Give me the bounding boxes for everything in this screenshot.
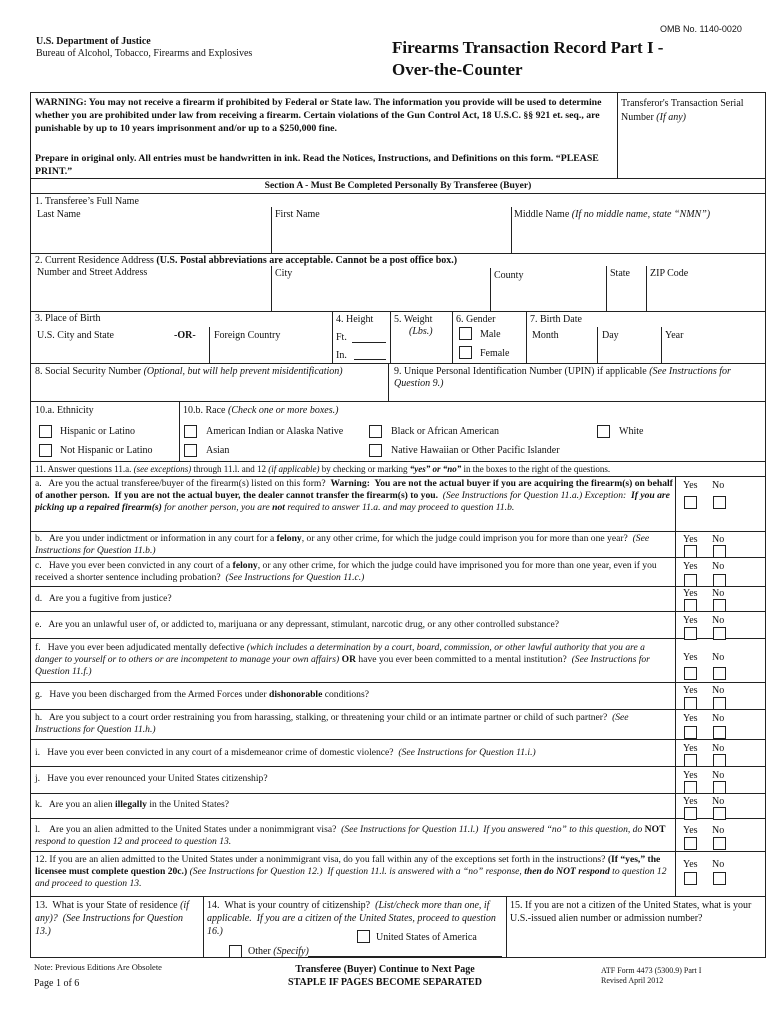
q10b-label: 10.b. Race (Check one or more boxes.): [183, 405, 339, 416]
no-label-11b: No: [712, 534, 725, 545]
zip-label: ZIP Code: [650, 268, 689, 279]
no-checkbox-11l[interactable]: [713, 837, 726, 850]
no-checkbox-11f[interactable]: [713, 667, 726, 680]
yes-label-11d: Yes: [683, 588, 698, 599]
question-11f: f. Have you ever been adjudicated mentally defective (which includes a determination by a court, board, commission, or other lawful authority that you are a danger to yourself or to others or are incompetent to manage your own affairs) OR have you ever been committed to a mental institution? (See Instructions for Question 11.f.): [35, 642, 650, 677]
question-11g: g. Have you been discharged from the Armed Forces under dishonorable conditions?: [35, 689, 369, 700]
question-11i: i. Have you ever been convicted in any court of a misdemeanor crime of domestic violence? (See Instructions for Question 11.i.): [35, 747, 536, 758]
no-label-11j: No: [712, 770, 725, 781]
question-11e: e. Are you an unlawful user of, or addicted to, marijuana or any depressant, stimulant, narcotic drug, or any other controlled substance?: [35, 619, 560, 630]
no-checkbox-11e[interactable]: [713, 627, 726, 640]
revision-date: Revised April 2012: [601, 976, 664, 985]
in-field[interactable]: [354, 359, 386, 360]
no-label-11l: No: [712, 825, 725, 836]
american-indian-checkbox[interactable]: [184, 425, 197, 438]
q11-intro: 11. Answer questions 11.a. (see exceptions) through 11.l. and 12 (if applicable) by checking or marking “yes” or “no” in the boxes to the right of the questions.: [35, 464, 611, 474]
question-12: 12. If you are an alien admitted to the United States under a nonimmigrant visa, do you fall within any of the exceptions set forth in the instructions? (If “yes,” the licensee must complete question 20c.) (See Instructions for Question 12.) If question 11.l. is answered with a “no” response, then do NOT respond to question 12 and proceed to question 13.: [35, 854, 667, 889]
weight-unit: (Lbs.): [409, 326, 433, 337]
year-field[interactable]: [664, 342, 762, 362]
yes-checkbox-11g[interactable]: [684, 697, 697, 710]
yes-checkbox-11c[interactable]: [684, 574, 697, 587]
no-label-11h: No: [712, 713, 725, 724]
question-11d: d. Are you a fugitive from justice?: [35, 593, 172, 604]
staple-note: STAPLE IF PAGES BECOME SEPARATED: [288, 977, 482, 988]
black-checkbox[interactable]: [369, 425, 382, 438]
form-subtitle: Over-the-Counter: [392, 60, 523, 79]
yes-label-11k: Yes: [683, 796, 698, 807]
yes-label-11h: Yes: [683, 713, 698, 724]
q4-label: 4. Height: [336, 314, 374, 325]
year-label: Year: [665, 330, 684, 341]
other-country-label: Other (Specify): [248, 946, 309, 957]
zip-field[interactable]: [648, 282, 762, 310]
yes-label-11i: Yes: [683, 743, 698, 754]
yes-checkbox-11e[interactable]: [684, 627, 697, 640]
q14-label: 14. What is your country of citizenship? (List/check more than one, if applicable. If you are a citizen of the United States, proceed to question 16.): [207, 900, 496, 937]
no-label-11i: No: [712, 743, 725, 754]
yes-checkbox-11f[interactable]: [684, 667, 697, 680]
q10a-label: 10.a. Ethnicity: [35, 405, 94, 416]
yes-checkbox-12[interactable]: [684, 872, 697, 885]
no-label-11c: No: [712, 561, 725, 572]
no-label-11g: No: [712, 685, 725, 696]
yes-label-12: Yes: [683, 859, 698, 870]
q5-label: 5. Weight: [394, 314, 433, 325]
no-checkbox-11k[interactable]: [713, 807, 726, 820]
middle-name-field[interactable]: [514, 222, 762, 252]
yes-checkbox-11b[interactable]: [684, 545, 697, 558]
q1-label: 1. Transferee’s Full Name: [35, 196, 139, 207]
female-checkbox[interactable]: [459, 346, 472, 359]
q2-label: 2. Current Residence Address (U.S. Postal abbreviations are acceptable. Cannot be a post office box.): [35, 255, 458, 266]
question-11a: a. Are you the actual transferee/buyer of the firearm(s) listed on this form? Warning: You are not the actual buyer if you are acquiring the firearm(s) on behalf of another person. If you are not the actual buyer, the dealer cannot transfer the firearm(s) to you. (See Instructions for Question 11.a.) Exception: If you are picking up a repaired firearm(s) for another person, you are not required to answer 11.a. and may proceed to question 11.b.: [35, 478, 673, 513]
bureau-name: Bureau of Alcohol, Tobacco, Firearms and Explosives: [36, 48, 253, 59]
female-label: Female: [480, 348, 510, 359]
or-label: -OR-: [174, 330, 196, 341]
yes-label-11e: Yes: [683, 615, 698, 626]
question-11h: h. Are you subject to a court order restraining you from harassing, stalking, or threatening your child or an intimate partner or child of such partner? (See Instructions for Question 11.h.): [35, 712, 629, 735]
other-country-checkbox[interactable]: [229, 945, 242, 958]
warning-text: WARNING: You may not receive a firearm if prohibited by Federal or State law. The information you provide will be used to determine whether you are prohibited under law from receiving a firearm. Certain violations of the Gun Control Act, 18 U.S.C. §§ 921 et. seq., are punishable by up to 10 years imprisonment and/or up to a $250,000 fine.: [35, 97, 602, 134]
white-checkbox[interactable]: [597, 425, 610, 438]
agency-name: U.S. Department of Justice: [36, 36, 151, 47]
first-name-label: First Name: [275, 209, 320, 220]
us-city-state-label: U.S. City and State: [37, 330, 114, 341]
question-11k: k. Are you an alien illegally in the United States?: [35, 799, 229, 810]
state-field[interactable]: [608, 282, 644, 310]
no-checkbox-11i[interactable]: [713, 754, 726, 767]
county-label: County: [494, 270, 524, 281]
no-label-11d: No: [712, 588, 725, 599]
white-label: White: [619, 426, 644, 437]
serial-label: Transferor's Transaction Serial Number: [621, 98, 744, 123]
serial-number-field[interactable]: [621, 97, 763, 125]
middle-name-label: Middle Name (If no middle name, state “NMN”): [514, 209, 711, 220]
q6-label: 6. Gender: [456, 314, 496, 325]
section-a-header: Section A - Must Be Completed Personally By Transferee (Buyer): [264, 180, 532, 191]
yes-checkbox-11d[interactable]: [684, 599, 697, 612]
no-label-12: No: [712, 859, 725, 870]
page-number: Page 1 of 6: [34, 978, 80, 989]
yes-label-11c: Yes: [683, 561, 698, 572]
no-checkbox-11b[interactable]: [713, 545, 726, 558]
city-field[interactable]: [274, 282, 488, 310]
no-checkbox-11j[interactable]: [713, 781, 726, 794]
other-country-field[interactable]: [308, 956, 502, 957]
yes-checkbox-11i[interactable]: [684, 754, 697, 767]
yes-checkbox-11a[interactable]: [684, 496, 697, 509]
question-11j: j. Have you ever renounced your United States citizenship?: [35, 773, 268, 784]
no-label-11a: No: [712, 480, 725, 491]
no-checkbox-11h[interactable]: [713, 726, 726, 739]
county-field[interactable]: [493, 284, 603, 310]
hispanic-label: Hispanic or Latino: [60, 426, 135, 437]
q3-label: 3. Place of Birth: [35, 313, 101, 324]
yes-label-11f: Yes: [683, 652, 698, 663]
yes-label-11a: Yes: [683, 480, 698, 491]
hispanic-checkbox[interactable]: [39, 425, 52, 438]
male-checkbox[interactable]: [459, 327, 472, 340]
month-label: Month: [532, 330, 559, 341]
q13-label: 13. What is your State of residence (if any)? (See Instructions for Question 13.): [35, 900, 189, 937]
usa-checkbox[interactable]: [357, 930, 370, 943]
no-label-11e: No: [712, 615, 725, 626]
omb-number: OMB No. 1140-0020: [660, 24, 742, 34]
q7-label: 7. Birth Date: [530, 314, 582, 325]
yes-label-11l: Yes: [683, 825, 698, 836]
no-checkbox-12[interactable]: [713, 872, 726, 885]
no-checkbox-11g[interactable]: [713, 697, 726, 710]
asian-checkbox[interactable]: [184, 444, 197, 457]
weight-field[interactable]: [393, 340, 449, 362]
no-label-11k: No: [712, 796, 725, 807]
in-label: In.: [336, 350, 347, 361]
day-label: Day: [602, 330, 619, 341]
us-city-state-field[interactable]: [34, 342, 206, 362]
yes-label-11b: Yes: [683, 534, 698, 545]
ft-field[interactable]: [352, 342, 386, 343]
male-label: Male: [480, 329, 501, 340]
city-label: City: [275, 268, 293, 279]
pacific-islander-label: Native Hawaiian or Other Pacific Islander: [391, 445, 560, 456]
serial-note: (If any): [656, 112, 686, 123]
form-title: Firearms Transaction Record Part I -: [392, 38, 664, 57]
yes-checkbox-11j[interactable]: [684, 781, 697, 794]
yes-label-11g: Yes: [683, 685, 698, 696]
no-checkbox-11d[interactable]: [713, 599, 726, 612]
month-field[interactable]: [530, 342, 594, 362]
last-name-label: Last Name: [37, 209, 81, 220]
foreign-country-field[interactable]: [212, 342, 330, 362]
no-checkbox-11a[interactable]: [713, 496, 726, 509]
form-number: ATF Form 4473 (5300.9) Part I: [601, 966, 702, 975]
not-hispanic-label: Not Hispanic or Latino: [60, 445, 153, 456]
state-label: State: [610, 268, 630, 279]
asian-label: Asian: [206, 445, 230, 456]
q8-label: 8. Social Security Number (Optional, but will help prevent misidentification): [35, 366, 343, 377]
ft-label: Ft.: [336, 332, 347, 343]
yes-checkbox-11l[interactable]: [684, 837, 697, 850]
yes-checkbox-11k[interactable]: [684, 807, 697, 820]
question-11l: l. Are you an alien admitted to the United States under a nonimmigrant visa? (See Instructions for Question 11.l.) If you answered “no” to this question, do NOT respond to question 12 and proceed to question 13.: [35, 824, 666, 847]
no-checkbox-11c[interactable]: [713, 574, 726, 587]
continue-note: Transferee (Buyer) Continue to Next Page: [295, 964, 475, 975]
obsolete-note: Note: Previous Editions Are Obsolete: [34, 962, 162, 972]
question-11c: c. Have you ever been convicted in any court of a felony, or any other crime, for which the judge could have imprisoned you for more than one year, even if you received a shorter sentence including probation? (See Instructions for Question 11.c.): [35, 560, 657, 583]
prepare-instructions: Prepare in original only. All entries must be handwritten in ink. Read the Notices, Instructions, and Definitions on this form. “PLEASE PRINT.”: [35, 153, 599, 177]
street-label: Number and Street Address: [37, 267, 148, 278]
q15-label: 15. If you are not a citizen of the United States, what is your U.S.-issued alien number or admission number?: [510, 900, 752, 924]
not-hispanic-checkbox[interactable]: [39, 444, 52, 457]
usa-label: United States of America: [376, 932, 477, 943]
foreign-country-label: Foreign Country: [214, 330, 281, 341]
black-label: Black or African American: [391, 426, 500, 437]
ssn-field[interactable]: [34, 380, 384, 400]
last-name-field[interactable]: [34, 222, 270, 252]
pacific-islander-checkbox[interactable]: [369, 444, 382, 457]
no-label-11f: No: [712, 652, 725, 663]
street-field[interactable]: [34, 280, 268, 310]
yes-label-11j: Yes: [683, 770, 698, 781]
day-field[interactable]: [600, 342, 658, 362]
q9-label: 9. Unique Personal Identification Number (UPIN) if applicable (See Instructions for Question 9.): [394, 366, 731, 389]
question-11b: b. Are you under indictment or information in any court for a felony, or any other crime, for which the judge could imprison you for more than one year? (See Instructions for Question 11.b.): [35, 533, 650, 556]
american-indian-label: American Indian or Alaska Native: [206, 426, 344, 437]
yes-checkbox-11h[interactable]: [684, 726, 697, 739]
first-name-field[interactable]: [274, 222, 510, 252]
